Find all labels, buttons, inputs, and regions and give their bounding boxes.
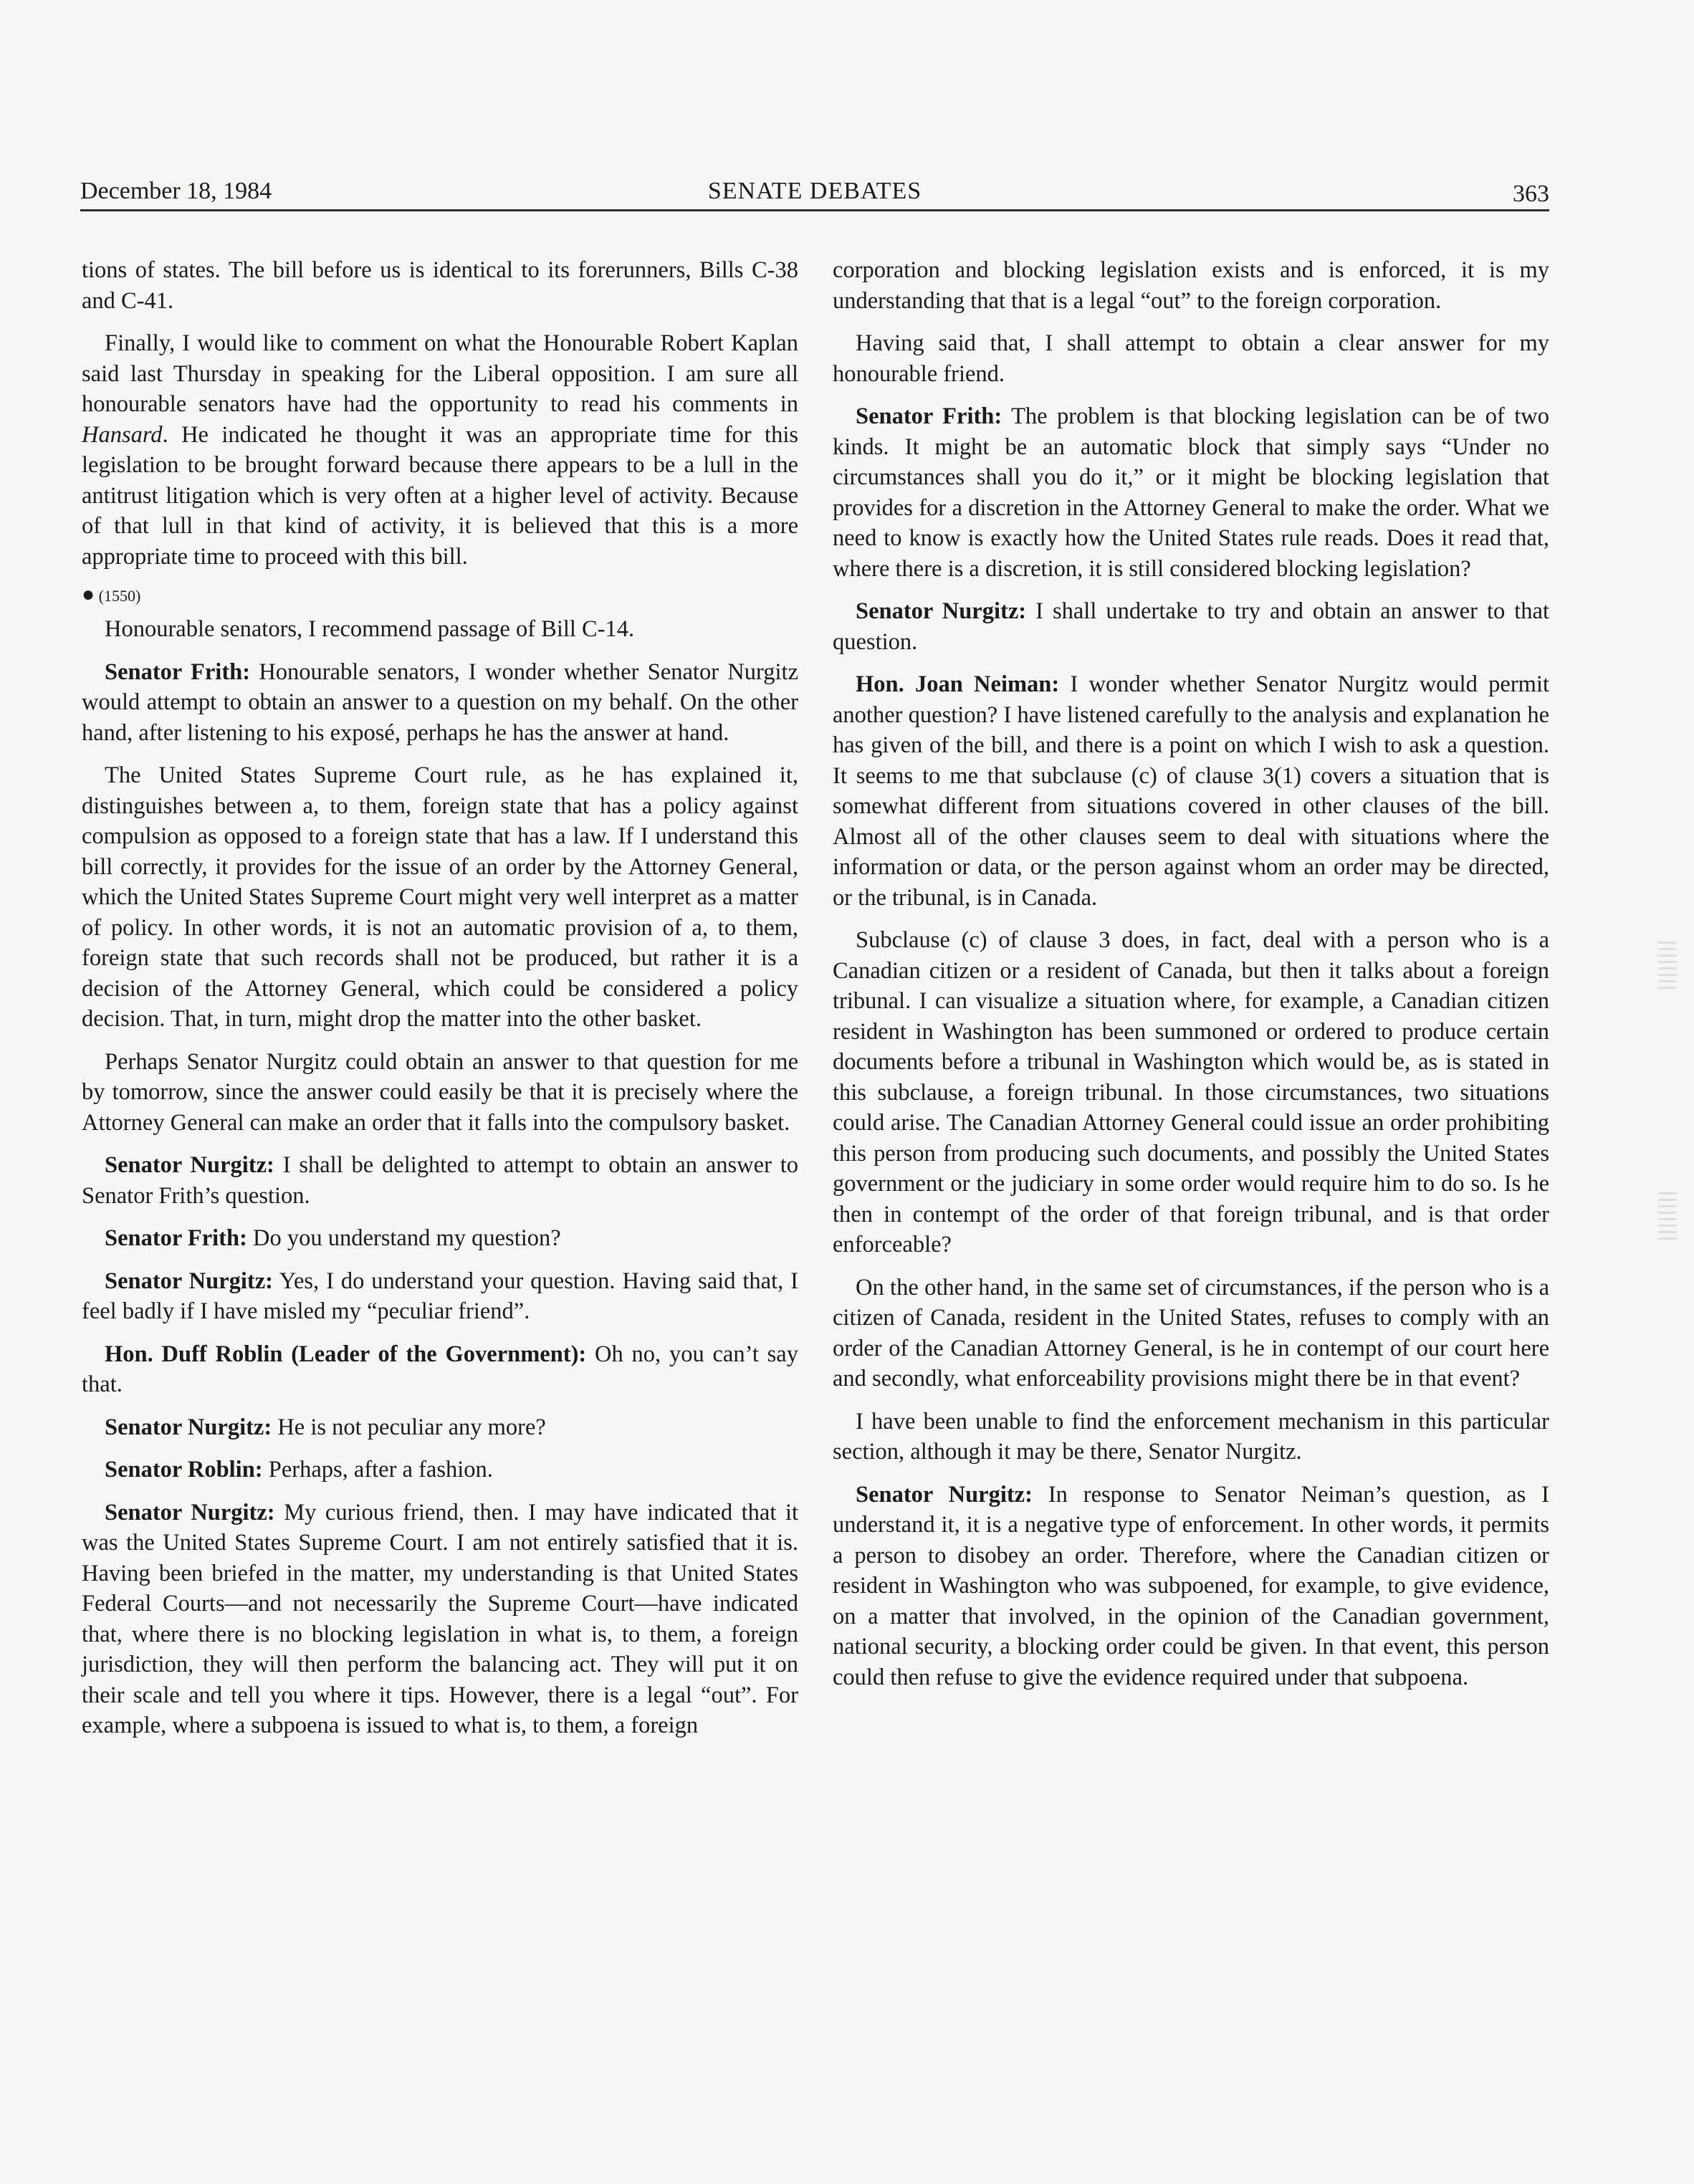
paragraph: On the other hand, in the same set of circumstances, if the person who is a citizen of Canada, resident in the United States, refuses to comply with an order of the Canadian Attorney General, is he in contempt of our court here and secondly, what enforceability provisions might there be in that event? (833, 1274, 1549, 1392)
paragraph: Finally, I would like to comment on what the Honourable Robert Kaplan said last Thursday in speaking for the Liberal opposition. I am sure all honourable senators have had the opportunity to read his comments in Hansard. He indicated he thought it was an appropriate time for this legislation to be brought forward because there appears to be a lull in the antitrust litigation which is very often at a higher level of activity. Because of that lull in that kind of activity, it is believed that this is a more appropriate time to proceed with this bill. (82, 330, 798, 570)
speaker-name: Senator Frith: (105, 1225, 247, 1251)
publication-title: Hansard (82, 421, 163, 448)
paragraph: Honourable senators, I recommend passage of Bill C-14. (105, 616, 635, 642)
left-column (82, 255, 798, 1753)
speaker-name: Hon. Joan Neiman: (856, 671, 1060, 697)
paragraph: Senator Frith: Do you understand my question? (105, 1225, 561, 1251)
paragraph: Subclause (c) of clause 3 does, in fact, deal with a person who is a Canadian citizen or a resident of Canada, but then it talks about a foreign tribunal. I can visualize a situation where, for example, a Canadian citizen resident in Washington has been summoned or ordered to produce certain documents before a tribunal in Washington which would be, as is stated in this subclause, a foreign tribunal. In those circumstances, two situations could arise. The Canadian Attorney General could issue an order prohibiting this person from producing such documents, and possibly the United States government or the judiciary in some order would require him to do so. Is he then in contempt of the order of that foreign tribunal, and is that order enforceable? (833, 927, 1549, 1258)
paragraph: Senator Roblin: Perhaps, after a fashion. (105, 1457, 493, 1483)
speaker-name: Senator Roblin: (105, 1457, 263, 1483)
paragraph: tions of states. The bill before us is identical to its forerunners, Bills C-38 and C-41. (82, 257, 798, 314)
paragraph: Senator Frith: Honourable senators, I wonder whether Senator Nurgitz would attempt to obtain an answer to a question on my behalf. On the other hand, after listening to his exposé, perhaps he has the answer at hand. (82, 658, 798, 746)
paragraph: I have been unable to find the enforcement mechanism in this particular section, although it may be there, Senator Nurgitz. (833, 1408, 1549, 1465)
paragraph: Senator Nurgitz: I shall be delighted to attempt to obtain an answer to Senator Frith’s question. (82, 1152, 799, 1209)
speaker-name: Senator Nurgitz: (105, 1268, 273, 1294)
paragraph: Having said that, I shall attempt to obtain a clear answer for my honourable friend. (833, 330, 1549, 387)
speaker-name: Senator Frith: (856, 403, 1002, 429)
speaker-name: Hon. Duff Roblin (Leader of the Government): (105, 1341, 587, 1367)
paragraph: Senator Nurgitz: In response to Senator Neiman’s question, as I understand it, it is a negative type of enforcement. In other words, it permits a person to disobey an order. Therefore, where the Canadian citizen or resident in Washington who was subpoened, for example, to give evidence, on a matter that involved, in the opinion of the Canadian government, national security, a blocking order could be given. In that event, this person could then refuse to give the evidence required under that subpoena. (833, 1481, 1549, 1690)
header-date: December 18, 1984 (80, 178, 272, 204)
time-marker: ● (1550) (82, 583, 141, 606)
scan-artifact (1658, 939, 1677, 989)
header-title: SENATE DEBATES (707, 178, 922, 204)
paragraph: Senator Nurgitz: My curious friend, then. I may have indicated that it was the United States Supreme Court. I am not entirely satisfied that it is. Having been briefed in the matter, my understanding is that United States Federal Courts—and not necessarily the Supreme Court—have indicated that, where there is no blocking legislation in what is, to them, a foreign jurisdiction, they will then perform the balancing act. They will put it on their scale and tell you where it tips. However, there is a legal “out”. For example, where a subpoena is issued to what is, to them, a foreign (82, 1499, 798, 1738)
paragraph: Hon. Joan Neiman: I wonder whether Senator Nurgitz would permit another question? I have listened carefully to the analysis and explanation he has given of the bill, and there is a point on which I wish to ask a question. It seems to me that subclause (c) of clause 3(1) covers a situation that is somewhat different from situations covered in other clauses of the bill. Almost all of the other clauses seem to deal with situations where the information or data, or the person against whom an order may be directed, or the tribunal, is in Canada. (833, 671, 1549, 911)
page-number: 363 (1513, 181, 1549, 207)
paragraph: Senator Nurgitz: He is not peculiar any more? (105, 1414, 546, 1440)
speaker-name: Senator Nurgitz: (856, 598, 1027, 624)
paragraph: Senator Nurgitz: Yes, I do understand your question. Having said that, I feel badly if I have misled my “peculiar friend”. (82, 1268, 799, 1324)
paragraph: Hon. Duff Roblin (Leader of the Government): Oh no, you can’t say that. (82, 1341, 798, 1397)
speaker-name: Senator Nurgitz: (105, 1414, 272, 1440)
speaker-name: Senator Frith: (105, 658, 251, 685)
paragraph: Perhaps Senator Nurgitz could obtain an answer to that question for me by tomorrow, since the answer could easily be that it is precisely where the Attorney General can make an order that it falls into the compulsory basket. (82, 1048, 798, 1136)
page-header (80, 166, 1549, 211)
speaker-name: Senator Nurgitz: (105, 1499, 275, 1526)
scan-artifact (1658, 1189, 1677, 1240)
paragraph: Senator Nurgitz: I shall undertake to try and obtain an answer to that question. (833, 598, 1549, 655)
paragraph: The United States Supreme Court rule, as he has explained it, distinguishes between a, to them, foreign state that has a policy against compulsion as opposed to a foreign state that has a law. If I understand this bill correctly, it provides for the issue of an order by the Attorney General, which the United States Supreme Court might very well interpret as a matter of policy. In other words, it is not an automatic provision of a, to them, foreign state that such records shall not be produced, but rather it is a decision of the Attorney General, which could be considered a policy decision. That, in turn, might drop the matter into the other basket. (82, 762, 798, 1032)
speaker-name: Senator Nurgitz: (856, 1481, 1033, 1508)
speaker-name: Senator Nurgitz: (105, 1152, 274, 1178)
paragraph: corporation and blocking legislation exists and is enforced, it is my understanding that that is a legal “out” to the foreign corporation. (833, 257, 1549, 314)
bullet-dot-icon: ● (82, 583, 95, 606)
right-column (833, 255, 1549, 1705)
paragraph: Senator Frith: The problem is that blocking legislation can be of two kinds. It might be an automatic block that simply says “Under no circumstances shall you do it,” or it might be blocking legislation that provides for a discretion in the Attorney General to make the order. What we need to know is exactly how the United States rule reads. Does it read that, where there is a discretion, it is still considered blocking legislation? (833, 403, 1550, 582)
